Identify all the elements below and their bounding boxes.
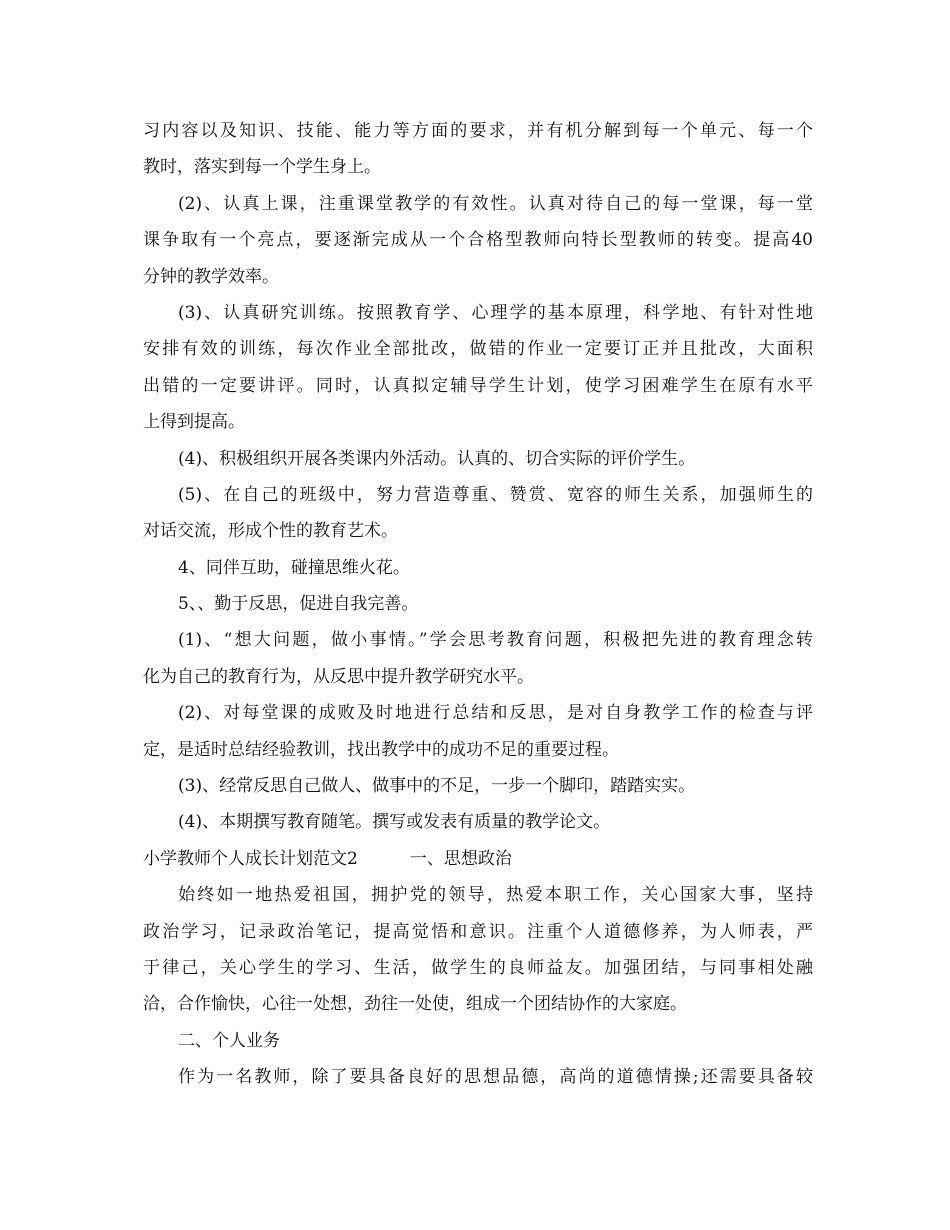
text-line: 习内容以及知识、技能、能力等方面的要求，并有机分解到每一个单元、每一个 <box>143 121 813 141</box>
text-line: 安排有效的训练，每次作业全部批改，做错的作业一定要订正并且批改，大面积 <box>143 339 813 360</box>
text-line: 5、、勤于反思，促进自我完善。 <box>178 594 419 615</box>
text-line: 始终如一地热爱祖国，拥护党的领导，热爱本职工作，关心国家大事，坚持 <box>178 885 813 906</box>
text-line: 教时，落实到每一个学生身上。 <box>143 157 381 178</box>
text-line: 政治学习，记录政治笔记，提高觉悟和意识。注重个人道德修养，为人师表，严 <box>143 921 813 942</box>
text-line: 出错的一定要讲评。同时，认真拟定辅导学生计划，使学习困难学生在原有水平 <box>143 375 813 396</box>
text-line: (3)、认真研究训练。按照教育学、心理学的基本原理，科学地、有针对性地 <box>178 302 813 323</box>
text-line: 洽，合作愉快，心往一处想，劲往一处使，组成一个团结协作的大家庭。 <box>143 994 687 1015</box>
text-line: 二、个人业务 <box>178 1030 280 1051</box>
section-heading-line <box>143 841 813 877</box>
text-line: 课争取有一个亮点，要逐渐完成从一个合格型教师向特长型教师的转变。提高40 <box>143 230 813 251</box>
text-line: 于律己，关心学生的学习、生活，做学生的良师益友。加强团结，与同事相处融 <box>143 957 813 978</box>
document-body <box>143 113 813 1096</box>
text-line: (2)、认真上课，注重课堂教学的有效性。认真对待自己的每一堂课，每一堂 <box>178 193 813 214</box>
text-line: 化为自己的教育行为，从反思中提升教学研究水平。 <box>143 666 534 687</box>
text-line: 分钟的教学效率。 <box>143 266 279 287</box>
text-line: 4、同伴互助，碰撞思维火花。 <box>178 557 410 578</box>
text-line: (4)、积极组织开展各类课内外活动。认真的、切合实际的评价学生。 <box>178 448 696 469</box>
text-line: (4)、本期撰写教育随笔。撰写或发表有质量的教学论文。 <box>178 812 611 833</box>
text-line: (2)、对每堂课的成败及时地进行总结和反思，是对自身教学工作的检查与评 <box>178 703 813 724</box>
text-line: (5)、在自己的班级中，努力营造尊重、赞赏、宽容的师生关系，加强师生的 <box>178 484 813 505</box>
text-line: (3)、经常反思自己做人、做事中的不足，一步一个脚印，踏踏实实。 <box>178 776 696 797</box>
document-subtitle: 小学教师个人成长计划范文2 <box>143 848 358 869</box>
text-line: (1)、“想大问题，做小事情。”学会思考教育问题，积极把先进的教育理念转 <box>178 630 813 651</box>
text-line: 对话交流，形成个性的教育艺术。 <box>143 521 398 542</box>
text-line: 上得到提高。 <box>143 412 245 433</box>
text-line: 定，是适时总结经验教训，找出教学中的成功不足的重要过程。 <box>143 739 619 760</box>
text-line: 作为一名教师，除了要具备良好的思想品德，高尚的道德情操;还需要具备较 <box>178 1067 813 1088</box>
paragraph-block-1 <box>143 113 813 841</box>
section-heading: 一、思想政治 <box>409 848 512 869</box>
paragraph-block-2 <box>143 877 813 1095</box>
